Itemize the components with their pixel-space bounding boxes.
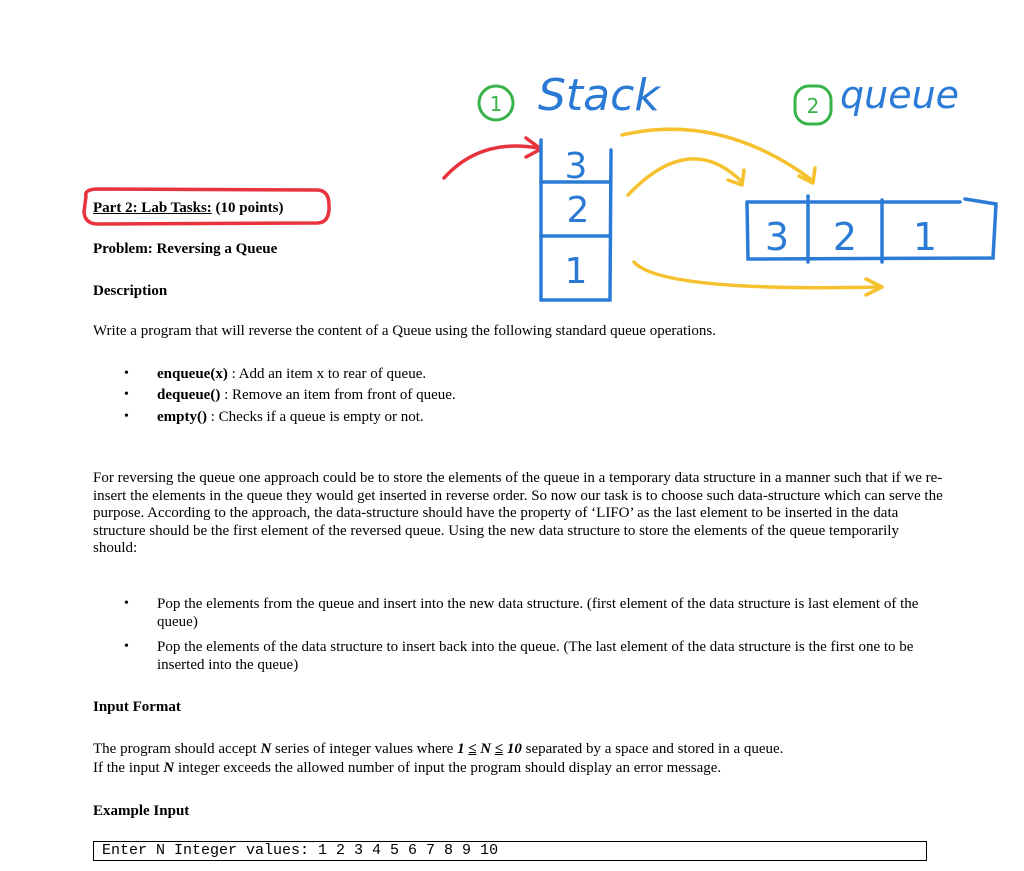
var-n: N [480, 741, 492, 757]
input-format-heading: Input Format [93, 699, 181, 715]
bullet: • [124, 409, 129, 424]
operation-name: empty() [157, 409, 207, 425]
bullet: • [124, 639, 129, 654]
operation-text: : Add an item x to rear of queue. [227, 366, 427, 382]
label2-num: 2 [806, 94, 820, 118]
yellow-arrow-bottom [634, 262, 880, 288]
stack-cell-middle: 2 [566, 190, 590, 231]
part-label: Part 2: Lab Tasks: [93, 200, 212, 216]
label1-num: 1 [489, 92, 503, 116]
var-n: N [260, 741, 272, 757]
bullet: • [124, 366, 129, 381]
queue-label: queue [840, 73, 960, 117]
text-run: If the input [93, 760, 164, 776]
step-item: Pop the elements from the queue and insert into the new data structure. (first element of the data structure is last element of the queue) [157, 596, 919, 630]
const-10: 10 [506, 741, 522, 757]
queue-cell-2: 2 [832, 215, 858, 259]
red-arrow [444, 146, 538, 178]
operation-item [157, 366, 426, 383]
operation-item [157, 387, 456, 404]
yellow-arrows [622, 129, 882, 295]
example-input-heading: Example Input [93, 803, 190, 819]
input-format-line-2 [93, 760, 721, 777]
text-run: series of integer values where [271, 741, 458, 757]
le-sign: ≤ [494, 741, 504, 757]
stack-cell-top: 3 [564, 146, 588, 187]
description-heading: Description [93, 283, 168, 299]
bullet: • [124, 596, 129, 611]
operation-item [157, 409, 424, 426]
operation-name: dequeue() [157, 387, 221, 403]
operation-name: enqueue(x) [157, 366, 228, 382]
le-sign: ≤ [468, 741, 477, 757]
input-format-line-1 [93, 741, 783, 758]
text-run: The program should accept [93, 741, 261, 757]
points: (10 points) [215, 200, 284, 216]
bullet: • [124, 387, 129, 402]
const-1: 1 [457, 741, 465, 757]
step-item: Pop the elements of the data structure to insert back into the queue. (The last element of the data structure is the first one to be inserted into the queue) [157, 639, 914, 673]
var-n: N [163, 760, 175, 776]
approach-paragraph: For reversing the queue one approach could be to store the elements of the queue in a temporary data structure in a manner such that if we re-insert the elements in the queue they would get inserted in reverse order. So now our task is to choose such data-structure which can serve the purpose. According to the approach, the data-structure should have the property of ‘LIFO’ as the last element to be inserted in the data structure should be the first element of the reversed queue. Using the new data structure to store the elements of the queue temporarily should: [93, 470, 943, 556]
yellow-arrow-to-queue-left [628, 159, 742, 195]
problem-title: Problem: Reversing a Queue [93, 241, 278, 257]
queue-cell-1: 3 [764, 215, 790, 259]
yellow-arrow-to-queue-right [622, 129, 812, 180]
part-header [93, 200, 283, 217]
text-run: integer exceeds the allowed number of input the program should display an error message. [174, 760, 722, 776]
operation-text: : Checks if a queue is empty or not. [206, 409, 424, 425]
example-input-box: Enter N Integer values: 1 2 3 4 5 6 7 8 9 10 [93, 841, 927, 861]
text-run: separated by a space and stored in a queue. [521, 741, 784, 757]
operation-text: : Remove an item from front of queue. [220, 387, 456, 403]
stack-label: Stack [538, 70, 660, 121]
queue-cell-3: 1 [912, 215, 938, 259]
description-intro: Write a program that will reverse the content of a Queue using the following standard queue operations. [93, 323, 716, 339]
stack-cell-bottom: 1 [564, 251, 588, 292]
